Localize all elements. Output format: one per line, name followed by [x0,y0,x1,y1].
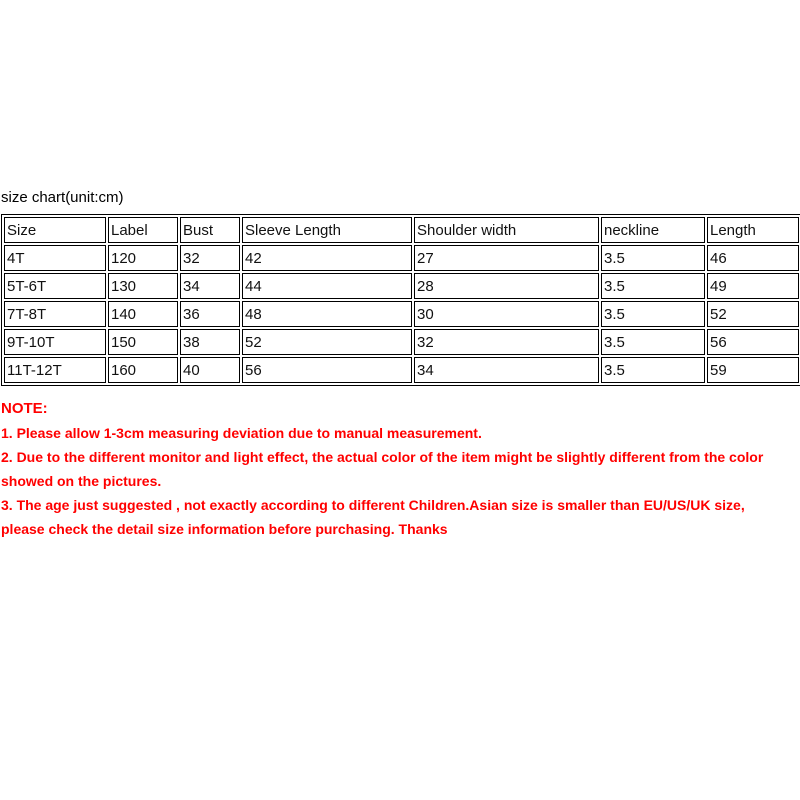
header-size: Size [4,217,106,243]
note-item-2: 2. Due to the different monitor and light effect, the actual color of the item might be slightly different from the color showed on the pictures. [1,449,764,489]
table-cell: 3.5 [601,301,705,327]
table-cell: 5T-6T [4,273,106,299]
table-cell: 34 [414,357,599,383]
table-row [4,329,799,355]
table-cell: 130 [108,273,178,299]
table-row [4,273,799,299]
note-item-3: 3. The age just suggested , not exactly according to different Children.Asian size is smaller than EU/US/UK size, please check the detail size information before purchasing. Thanks [1,497,745,537]
table-cell: 4T [4,245,106,271]
table-cell: 56 [242,357,412,383]
header-bust: Bust [180,217,240,243]
table-cell: 49 [707,273,799,299]
note-heading: NOTE: [1,400,48,417]
table-cell: 48 [242,301,412,327]
table-cell: 32 [180,245,240,271]
table-cell: 52 [707,301,799,327]
table-cell: 11T-12T [4,357,106,383]
header-sleeve-length: Sleeve Length [242,217,412,243]
table-cell: 44 [242,273,412,299]
table-cell: 3.5 [601,357,705,383]
table-cell: 34 [180,273,240,299]
header-shoulder-width: Shoulder width [414,217,599,243]
table-cell: 27 [414,245,599,271]
table-cell: 3.5 [601,245,705,271]
table-cell: 9T-10T [4,329,106,355]
table-cell: 30 [414,301,599,327]
table-cell: 52 [242,329,412,355]
table-row [4,357,799,383]
header-label: Label [108,217,178,243]
table-cell: 160 [108,357,178,383]
table-cell: 3.5 [601,273,705,299]
table-header-row [4,217,799,243]
table-row [4,245,799,271]
table-cell: 32 [414,329,599,355]
notes-section [1,397,791,541]
table-cell: 120 [108,245,178,271]
table-cell: 36 [180,301,240,327]
table-cell: 42 [242,245,412,271]
table-cell: 59 [707,357,799,383]
header-length: Length [707,217,799,243]
table-cell: 38 [180,329,240,355]
table-cell: 7T-8T [4,301,106,327]
table-cell: 56 [707,329,799,355]
table-cell: 28 [414,273,599,299]
table-cell: 3.5 [601,329,705,355]
table-row [4,301,799,327]
table-cell: 140 [108,301,178,327]
note-item-1: 1. Please allow 1-3cm measuring deviation due to manual measurement. [1,425,482,441]
size-table [1,214,800,386]
table-cell: 40 [180,357,240,383]
table-cell: 150 [108,329,178,355]
header-neckline: neckline [601,217,705,243]
size-chart-title: size chart(unit:cm) [1,189,124,206]
table-cell: 46 [707,245,799,271]
